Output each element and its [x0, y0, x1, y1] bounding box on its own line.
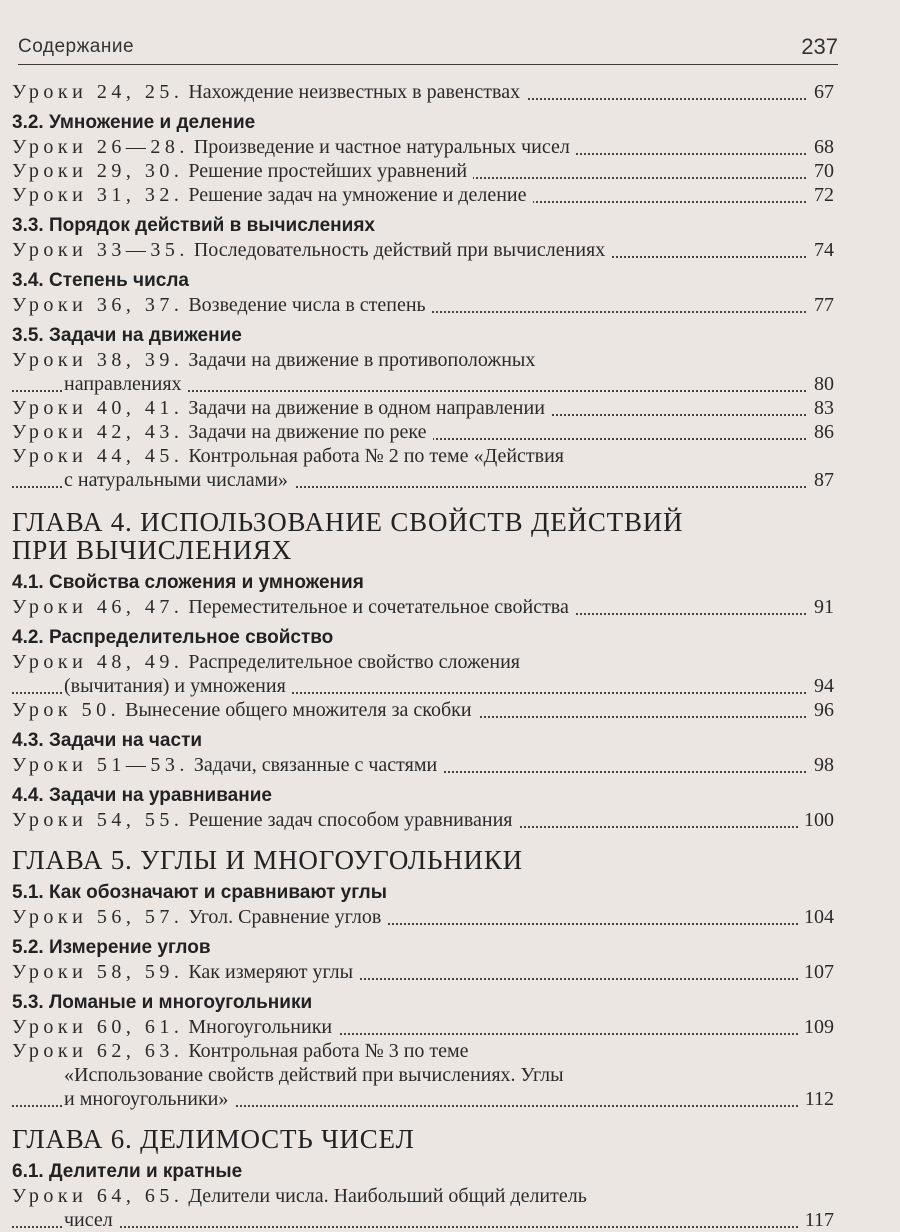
entry-page: 72 — [808, 183, 834, 207]
lesson-title: Задачи на движение в противоположных — [188, 349, 536, 371]
toc-list — [12, 80, 834, 1232]
lesson-number: Уроки 51—53. — [12, 754, 189, 776]
section-heading: 4.4. Задачи на уравнивание — [12, 785, 272, 806]
entry-page: 96 — [808, 698, 834, 722]
lesson-title-continued: направлениях — [64, 373, 188, 395]
section-heading: 6.1. Делители и кратные — [12, 1161, 243, 1182]
section-heading: 3.2. Умножение и деление — [12, 112, 256, 133]
entry-page: 77 — [808, 293, 834, 317]
page-number: 237 — [801, 34, 838, 59]
entry-page: 80 — [808, 372, 834, 396]
lesson-title-continued: и многоугольники» — [64, 1088, 234, 1110]
entry-page: 83 — [808, 396, 834, 420]
lesson-number: Уроки 64, 65. — [12, 1185, 184, 1207]
toc-entry-continuation[interactable] — [12, 1063, 834, 1087]
lesson-title: Вынесение общего множителя за скобки — [125, 699, 472, 721]
lesson-number: Уроки 26—28. — [12, 136, 189, 158]
lesson-number: Урок 50. — [12, 699, 121, 721]
lesson-title: Задачи, связанные с частями — [193, 754, 438, 776]
toc-entry[interactable] — [12, 183, 834, 207]
lesson-title-continued: «Использование свойств действий при вычислениях. Углы — [64, 1064, 570, 1086]
toc-entry[interactable] — [12, 698, 834, 722]
lesson-number: Уроки 44, 45. — [12, 445, 184, 467]
toc-entry[interactable] — [12, 595, 834, 619]
toc-entry-first-line[interactable] — [12, 348, 834, 372]
lesson-title: Произведение и частное натуральных чисел — [193, 136, 570, 158]
lesson-number: Уроки 54, 55. — [12, 809, 184, 831]
entry-page: 68 — [808, 135, 834, 159]
lesson-title: Возведение числа в степень — [188, 294, 426, 316]
running-title: Содержание — [18, 36, 135, 57]
section-heading: 4.1. Свойства сложения и умножения — [12, 572, 364, 593]
entry-page: 112 — [799, 1087, 834, 1111]
toc-entry[interactable] — [12, 905, 834, 929]
chapter-heading — [12, 508, 834, 564]
lesson-number: Уроки 40, 41. — [12, 397, 184, 419]
toc-entry-continuation[interactable] — [12, 1208, 834, 1232]
entry-page: 107 — [798, 960, 834, 984]
entry-page: 100 — [798, 808, 834, 832]
toc-entry[interactable] — [12, 396, 834, 420]
toc-entry[interactable] — [12, 960, 834, 984]
lesson-number: Уроки 36, 37. — [12, 294, 184, 316]
entry-page: 87 — [808, 468, 834, 492]
lesson-number: Уроки 62, 63. — [12, 1040, 184, 1062]
entry-page: 86 — [808, 420, 834, 444]
toc-entry[interactable] — [12, 753, 834, 777]
lesson-title: Решение задач на умножение и деление — [188, 184, 527, 206]
toc-entry[interactable] — [12, 1015, 834, 1039]
lesson-title: Задачи на движение в одном направлении — [188, 397, 545, 419]
lesson-title: Последовательность действий при вычислениях — [193, 239, 606, 261]
lesson-number: Уроки 60, 61. — [12, 1016, 184, 1038]
lesson-title-continued: (вычитания) и умножения — [64, 675, 292, 697]
entry-page: 74 — [808, 238, 834, 262]
entry-page: 117 — [799, 1208, 834, 1232]
entry-page: 109 — [798, 1015, 834, 1039]
toc-entry[interactable] — [12, 135, 834, 159]
toc-entry-first-line[interactable] — [12, 1184, 834, 1208]
page-header — [18, 34, 838, 65]
lesson-number: Уроки 48, 49. — [12, 651, 184, 673]
section-heading: 5.1. Как обозначают и сравнивают углы — [12, 882, 387, 903]
toc-entry[interactable] — [12, 293, 834, 317]
toc-entry[interactable] — [12, 159, 834, 183]
section-heading: 4.3. Задачи на части — [12, 730, 203, 751]
lesson-title: Контрольная работа № 2 по теме «Действия — [188, 445, 564, 467]
section-heading: 5.3. Ломаные и многоугольники — [12, 992, 313, 1013]
lesson-title: Делители числа. Наибольший общий делитель — [188, 1185, 587, 1207]
entry-page: 67 — [808, 80, 834, 104]
toc-entry-continuation[interactable] — [12, 468, 834, 492]
lesson-title: Распределительное свойство сложения — [188, 651, 521, 673]
lesson-title: Контрольная работа № 3 по теме — [188, 1040, 469, 1062]
chapter-heading: ГЛАВА 6. ДЕЛИМОСТЬ ЧИСЕЛ — [12, 1124, 415, 1154]
section-heading: 4.2. Распределительное свойство — [12, 627, 334, 648]
lesson-number: Уроки 33—35. — [12, 239, 189, 261]
lesson-number: Уроки 29, 30. — [12, 160, 184, 182]
lesson-title: Многоугольники — [188, 1016, 333, 1038]
lesson-number: Уроки 58, 59. — [12, 961, 184, 983]
toc-entry[interactable] — [12, 80, 834, 104]
toc-entry-first-line[interactable] — [12, 1039, 834, 1063]
lesson-number: Уроки 42, 43. — [12, 421, 184, 443]
section-heading: 3.5. Задачи на движение — [12, 325, 242, 346]
toc-entry[interactable] — [12, 420, 834, 444]
lesson-title: Решение простейших уравнений — [188, 160, 468, 182]
toc-entry[interactable] — [12, 808, 834, 832]
entry-page: 98 — [808, 753, 834, 777]
toc-entry[interactable] — [12, 238, 834, 262]
lesson-title: Угол. Сравнение углов — [188, 906, 382, 928]
entry-page: 94 — [808, 674, 834, 698]
lesson-number: Уроки 56, 57. — [12, 906, 184, 928]
lesson-title: Переместительное и сочетательное свойства — [188, 596, 569, 618]
toc-entry-first-line[interactable] — [12, 444, 834, 468]
toc-entry-continuation[interactable] — [12, 674, 834, 698]
chapter-heading-line2: ПРИ ВЫЧИСЛЕНИЯХ — [12, 535, 293, 565]
lesson-title-continued: чисел — [64, 1209, 119, 1231]
lesson-title: Решение задач способом уравнивания — [188, 809, 513, 831]
chapter-heading: ГЛАВА 5. УГЛЫ И МНОГОУГОЛЬНИКИ — [12, 845, 523, 875]
lesson-number: Уроки 24, 25. — [12, 81, 184, 103]
toc-entry-continuation[interactable] — [12, 372, 834, 396]
entry-page: 91 — [808, 595, 834, 619]
lesson-title-continued: с натуральными числами» — [64, 469, 294, 491]
lesson-title: Как измеряют углы — [188, 961, 354, 983]
section-heading: 5.2. Измерение углов — [12, 937, 211, 958]
chapter-heading-line1: ГЛАВА 4. ИСПОЛЬЗОВАНИЕ СВОЙСТВ ДЕЙСТВИЙ — [12, 507, 684, 537]
toc-entry-first-line[interactable] — [12, 650, 834, 674]
section-heading: 3.3. Порядок действий в вычислениях — [12, 215, 375, 236]
entry-page: 70 — [808, 159, 834, 183]
lesson-title: Нахождение неизвестных в равенствах — [188, 81, 521, 103]
lesson-number: Уроки 46, 47. — [12, 596, 184, 618]
toc-entry-continuation[interactable] — [12, 1087, 834, 1111]
lesson-number: Уроки 31, 32. — [12, 184, 184, 206]
section-heading: 3.4. Степень числа — [12, 270, 189, 291]
entry-page: 104 — [798, 905, 834, 929]
lesson-number: Уроки 38, 39. — [12, 349, 184, 371]
lesson-title: Задачи на движение по реке — [188, 421, 427, 443]
